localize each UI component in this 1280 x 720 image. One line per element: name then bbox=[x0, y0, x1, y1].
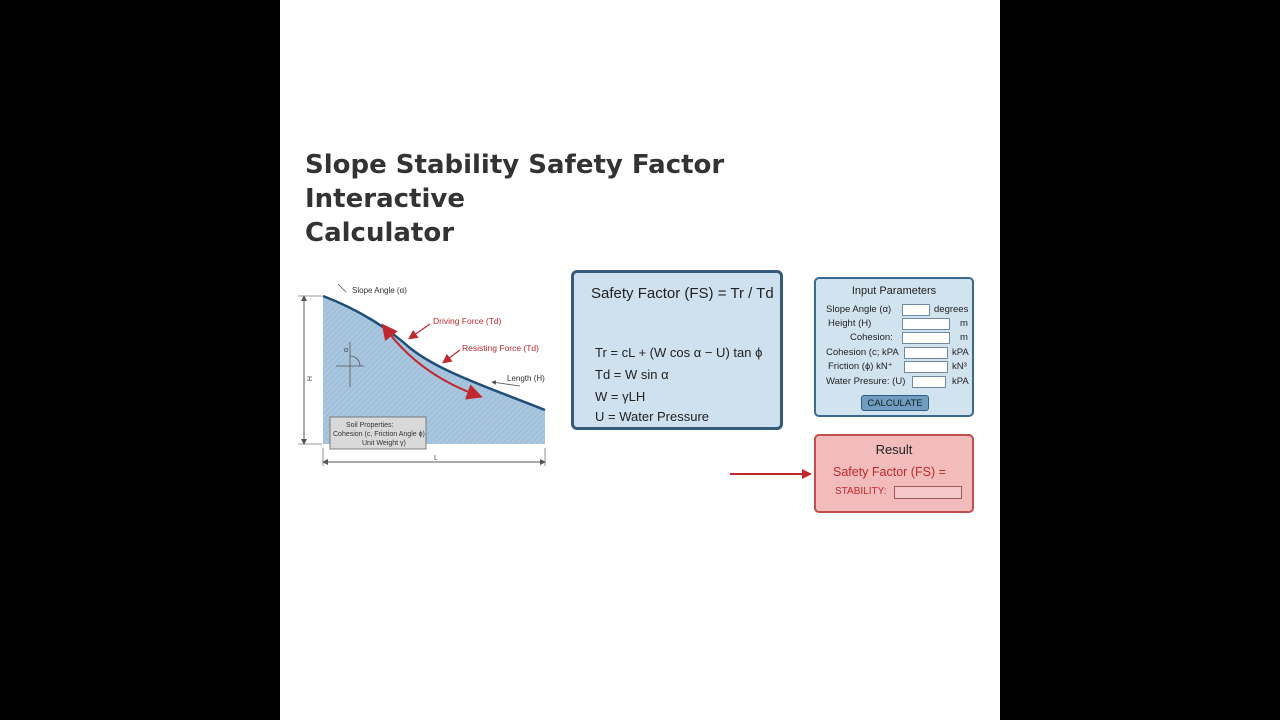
title-line-2: Calculator bbox=[305, 218, 455, 248]
friction-row bbox=[824, 361, 974, 374]
slope-angle-label: Slope Angle (α) bbox=[826, 304, 892, 315]
slide-page bbox=[280, 0, 1000, 720]
water-pressure-equation: U = Water Pressure bbox=[595, 409, 710, 424]
cohesion-input[interactable] bbox=[902, 332, 950, 344]
base-label: L bbox=[434, 455, 438, 462]
cohesion-row bbox=[824, 332, 974, 345]
friction-input[interactable] bbox=[904, 361, 948, 373]
cohesion-unit: m bbox=[960, 332, 968, 343]
slope-angle-unit: degrees bbox=[934, 304, 969, 315]
height-row bbox=[824, 318, 974, 331]
water-pressure-label: Water Presure: (U) bbox=[826, 376, 906, 387]
slope-angle-label: Slope Angle (α) bbox=[352, 286, 407, 295]
friction-unit: kN³ bbox=[952, 361, 967, 372]
cohesion-kpa-row bbox=[824, 347, 974, 360]
stability-output-field bbox=[894, 486, 962, 499]
height-label: Height (H) bbox=[828, 318, 872, 329]
length-label: Length (H) bbox=[507, 374, 545, 383]
cohesion-kpa-input[interactable] bbox=[904, 347, 948, 359]
water-pressure-input[interactable] bbox=[912, 376, 946, 388]
weight-equation: W = γLH bbox=[595, 389, 646, 404]
soil-properties-unit-weight: Unit Weight γ) bbox=[362, 440, 406, 447]
driving-force-equation: Td = W sin α bbox=[595, 367, 669, 382]
cohesion-label: Cohesion: bbox=[850, 332, 893, 343]
resisting-force-pointer bbox=[444, 350, 460, 362]
resisting-force-equation: Tr = cL + (W cos α − U) tan ϕ bbox=[595, 345, 763, 360]
slope-angle-row bbox=[824, 304, 974, 317]
water-pressure-row bbox=[824, 376, 974, 389]
resisting-force-label: Resisting Force (Td) bbox=[462, 343, 539, 353]
driving-force-label: Driving Force (Td) bbox=[433, 316, 502, 326]
soil-properties-cohesion: Cohesion (c, Friction Angle ϕ) bbox=[333, 431, 425, 438]
slope-diagram bbox=[280, 270, 560, 480]
page-title bbox=[305, 148, 865, 250]
calculate-button[interactable]: CALCULATE bbox=[861, 395, 929, 411]
slope-angle-input[interactable] bbox=[902, 304, 930, 316]
safety-factor-formula: Safety Factor (FS) = Tr / Td bbox=[591, 285, 774, 302]
cohesion-kpa-unit: kPA bbox=[952, 347, 969, 358]
height-unit: m bbox=[960, 318, 968, 329]
height-input[interactable] bbox=[902, 318, 950, 330]
friction-label: Friction (ϕ) kN⁺ bbox=[828, 361, 893, 372]
safety-factor-result-label: Safety Factor (FS) = bbox=[833, 465, 946, 479]
input-parameters-panel bbox=[814, 277, 974, 417]
cohesion-kpa-label: Cohesion (c; kPA bbox=[826, 347, 899, 358]
formula-panel bbox=[571, 270, 783, 430]
soil-properties-title: Soil Properties: bbox=[346, 422, 394, 429]
angle-symbol: α bbox=[344, 347, 349, 354]
input-parameters-title: Input Parameters bbox=[851, 285, 937, 297]
driving-force-pointer bbox=[410, 324, 430, 338]
result-arrow bbox=[728, 466, 814, 482]
result-title: Result bbox=[875, 442, 913, 457]
stability-label: STABILITY: bbox=[835, 486, 887, 497]
result-panel bbox=[814, 434, 974, 513]
title-line-1: Slope Stability Safety Factor Interactive bbox=[305, 150, 725, 214]
water-pressure-unit: kPA bbox=[952, 376, 969, 387]
height-label: H bbox=[305, 376, 312, 382]
